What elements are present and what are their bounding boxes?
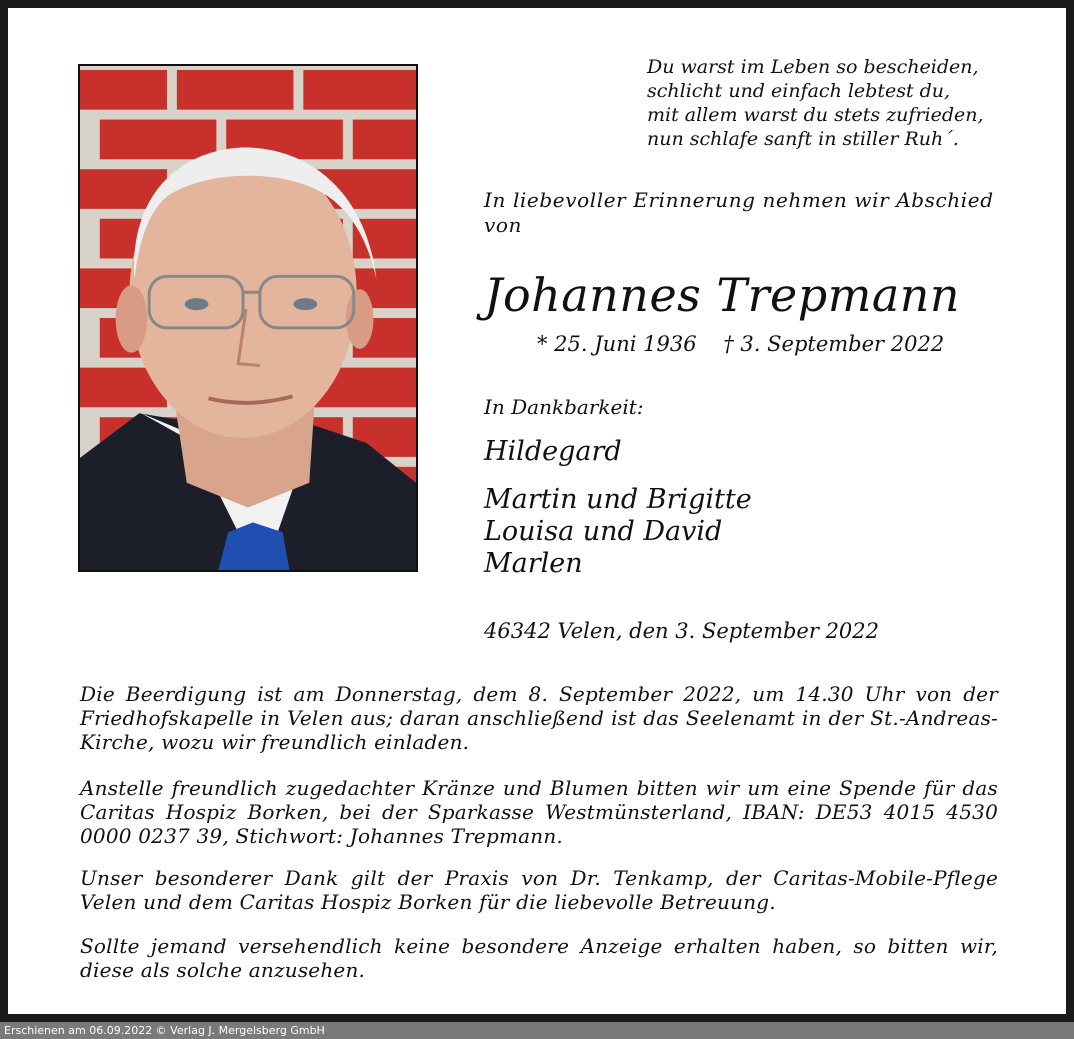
notice-paragraph: Sollte jemand versehendlich keine besondere Anzeige erhalten haben, so bitten wir, diese als solche anzusehen.	[80, 934, 998, 982]
thanks-paragraph: Unser besonderer Dank gilt der Praxis von Dr. Tenkamp, der Caritas-Mobile-Pflege Velen und dem Caritas Hospiz Borken für die liebevolle Betreuung.	[80, 866, 998, 914]
deceased-name: Johannes Trepmann	[484, 268, 961, 322]
memorial-poem: Du warst im Leben so bescheiden, schlicht und einfach lebtest du, mit allem warst du stets zufrieden, nun schlafe sanft in stiller Ruh´.	[647, 56, 984, 150]
portrait-illustration	[80, 66, 416, 570]
family-member: Hildegard	[484, 436, 622, 467]
donation-paragraph: Anstelle freundlich zugedachter Kränze und Blumen bitten wir um eine Spende für das Caritas Hospiz Borken, bei der Sparkasse Westmünsterland, IBAN: DE53 4015 4530 0000 0237 39, Stichwort: Johannes Trepmann.	[80, 776, 998, 848]
thanks-label: In Dankbarkeit:	[484, 395, 644, 419]
life-dates: * 25. Juni 1936 † 3. September 2022	[537, 332, 945, 356]
intro-text: In liebevoller Erinnerung nehmen wir Abschied von	[484, 188, 994, 237]
publication-footer: Erschienen am 06.09.2022 © Verlag J. Mergelsberg GmbH	[0, 1022, 1074, 1039]
place-date: 46342 Velen, den 3. September 2022	[484, 619, 880, 643]
family-member: Martin und Brigitte	[484, 484, 752, 515]
family-member: Marlen	[484, 548, 583, 579]
portrait-photo	[78, 64, 418, 572]
family-member: Louisa und David	[484, 516, 723, 547]
funeral-info-paragraph: Die Beerdigung ist am Donnerstag, dem 8. September 2022, um 14.30 Uhr von der Friedhofskapelle in Velen aus; daran anschließend ist das Seelenamt in der St.-Andreas-Kirche, wozu wir freundlich einladen.	[80, 682, 998, 754]
